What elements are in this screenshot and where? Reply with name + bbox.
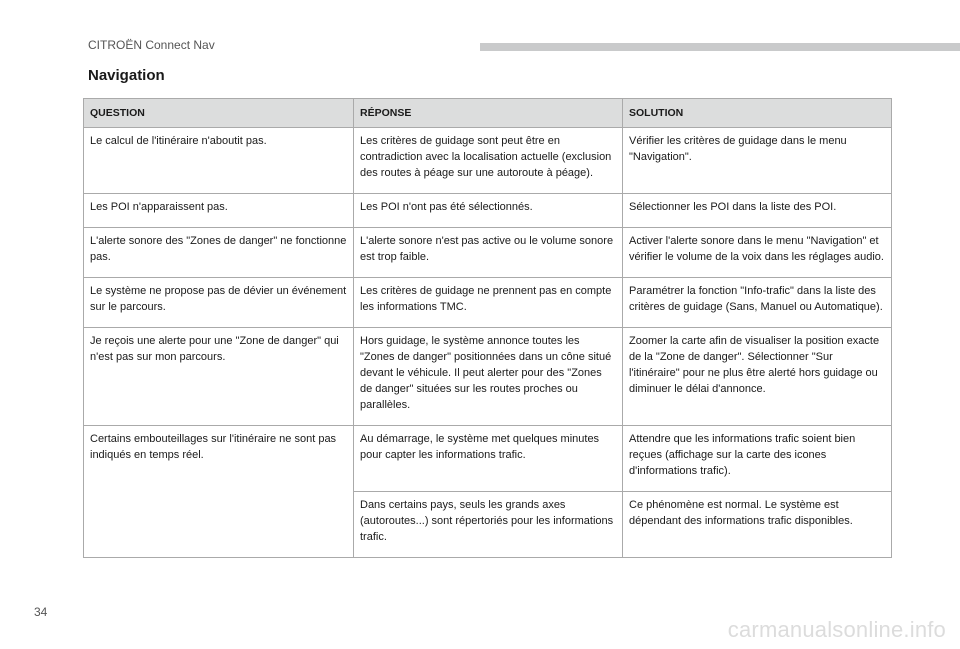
question-cell: Le système ne propose pas de dévier un événement sur le parcours. — [84, 278, 354, 328]
column-header-solution: SOLUTION — [623, 99, 892, 128]
answer-cell: Dans certains pays, seuls les grands axes (autoroutes...) sont répertoriés pour les informations trafic. — [354, 492, 623, 558]
question-cell: Certains embouteillages sur l'itinéraire ne sont pas indiqués en temps réel. — [84, 426, 354, 558]
solution-cell: Vérifier les critères de guidage dans le menu "Navigation". — [623, 128, 892, 194]
table-row — [84, 426, 892, 492]
page-number: 34 — [34, 605, 48, 619]
answer-cell: Les POI n'ont pas été sélectionnés. — [354, 194, 623, 228]
table-header-row — [84, 99, 892, 128]
question-cell: Je reçois une alerte pour une "Zone de danger" qui n'est pas sur mon parcours. — [84, 328, 354, 426]
manual-brand-title: CITROËN Connect Nav — [88, 38, 215, 52]
question-cell: Les POI n'apparaissent pas. — [84, 194, 354, 228]
answer-cell: Les critères de guidage sont peut être en contradiction avec la localisation actuelle (exclusion des routes à péage sur une autoroute à péage). — [354, 128, 623, 194]
watermark: carmanualsonline.info — [727, 617, 946, 642]
table-row — [84, 228, 892, 278]
solution-cell: Ce phénomène est normal. Le système est dépendant des informations trafic disponibles. — [623, 492, 892, 558]
section-title: Navigation — [88, 67, 165, 84]
column-header-answer: RÉPONSE — [354, 99, 623, 128]
table-row — [84, 128, 892, 194]
solution-cell: Paramétrer la fonction "Info-trafic" dans la liste des critères de guidage (Sans, Manuel ou Automatique). — [623, 278, 892, 328]
table-row — [84, 328, 892, 426]
answer-cell: L'alerte sonore n'est pas active ou le volume sonore est trop faible. — [354, 228, 623, 278]
column-header-question: QUESTION — [84, 99, 354, 128]
solution-cell: Sélectionner les POI dans la liste des POI. — [623, 194, 892, 228]
answer-cell: Hors guidage, le système annonce toutes les "Zones de danger" positionnées dans un cône situé devant le véhicule. Il peut alerter pour des "Zones de danger" situées sur les routes proches ou parallèles. — [354, 328, 623, 426]
solution-cell: Attendre que les informations trafic soient bien reçues (affichage sur la carte des icones d'informations trafic). — [623, 426, 892, 492]
question-cell: Le calcul de l'itinéraire n'aboutit pas. — [84, 128, 354, 194]
header-bar — [480, 43, 960, 51]
table-row — [84, 194, 892, 228]
question-cell: L'alerte sonore des "Zones de danger" ne fonctionne pas. — [84, 228, 354, 278]
solution-cell: Zoomer la carte afin de visualiser la position exacte de la "Zone de danger". Sélectionner "Sur l'itinéraire" pour ne plus être alerté hors guidage ou diminuer le délai d'annonce. — [623, 328, 892, 426]
answer-cell: Au démarrage, le système met quelques minutes pour capter les informations trafic. — [354, 426, 623, 492]
table-row — [84, 278, 892, 328]
troubleshooting-table — [83, 98, 892, 558]
solution-cell: Activer l'alerte sonore dans le menu "Navigation" et vérifier le volume de la voix dans les réglages audio. — [623, 228, 892, 278]
answer-cell: Les critères de guidage ne prennent pas en compte les informations TMC. — [354, 278, 623, 328]
